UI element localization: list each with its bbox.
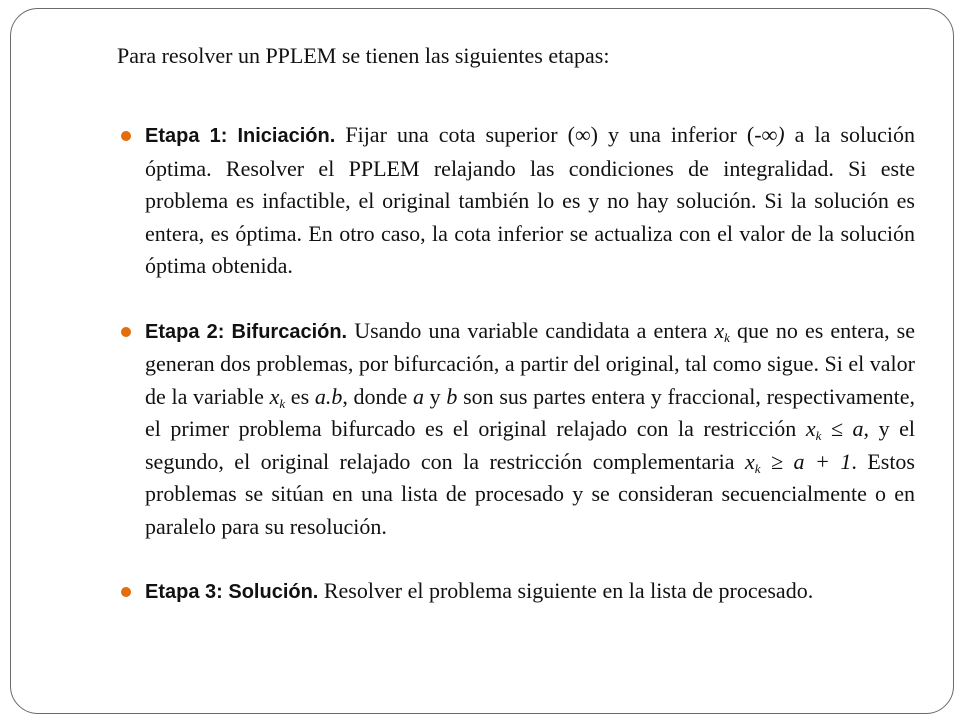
stage-text: Resolver el problema siguiente en la lista de procesado. xyxy=(318,578,814,603)
stage-text: es xyxy=(285,383,315,409)
stage-text: y xyxy=(423,383,447,409)
stage-text: son sus partes entera y fraccional, respectivamente, el primer problema bifurcado es el original relajado con la restricción xyxy=(145,383,916,441)
variable-b: b xyxy=(446,383,458,409)
stage-text: que no es entera, se generan dos problemas, por bifurcación, a partir del original, tal como sigue. Si el valor de la variable xyxy=(145,317,916,409)
stage-title: Etapa 2: Bifurcación. xyxy=(145,320,348,343)
value-ab: a.b xyxy=(314,383,343,409)
infinity-symbol: ∞ xyxy=(574,122,591,147)
stage-text: Fijar una cota superior ( xyxy=(335,122,575,147)
stage-list xyxy=(117,119,915,609)
variable-subscript: k xyxy=(279,395,286,411)
variable-x: x xyxy=(805,416,816,441)
stage-text: Usando una variable candidata a entera xyxy=(347,317,715,343)
stage-text: ) y una inferior (- xyxy=(590,122,762,147)
stage-title: Etapa 3: Solución. xyxy=(145,581,319,603)
stage-title: Etapa 1: Iniciación. xyxy=(145,125,336,147)
stage-text: , donde xyxy=(342,383,413,409)
bullet-dot-icon xyxy=(121,587,131,597)
stage-text: , y el segundo, el original relajado con la restricción complementaria xyxy=(145,416,916,474)
stage-text: . Estos problemas se sitúan en una lista de procesado y se consideran secuencialmente o en paralelo para su resolución. xyxy=(145,448,915,539)
variable-x: x xyxy=(714,317,725,343)
variable-a: a xyxy=(412,383,424,409)
bullet-dot-icon xyxy=(121,131,131,141)
intro-text: Para resolver un PPLEM se tienen las siguientes etapas: xyxy=(117,43,610,68)
variable-x: x xyxy=(269,383,280,409)
slide-frame xyxy=(10,8,954,714)
variable-subscript: k xyxy=(815,428,822,443)
stage-1 xyxy=(117,119,915,283)
constraint-ge: ≥ a + 1 xyxy=(760,448,852,474)
slide-content xyxy=(117,41,915,609)
variable-x: x xyxy=(744,448,755,474)
neg-infinity-symbol: ∞) xyxy=(761,122,785,147)
stage-3 xyxy=(117,575,915,609)
stage-text: a la solución óptima. Resolver el PPLEM relajando las condiciones de integralidad. Si este problema es infactible, el original también lo es y no hay solución. Si la solución es entera, es óptima. En otro caso, la cota inferior se actualiza con el valor de la solución óptima obtenida. xyxy=(145,122,915,278)
bullet-dot-icon xyxy=(121,327,131,337)
stage-2 xyxy=(117,315,915,544)
variable-subscript: k xyxy=(724,329,730,345)
constraint-le: ≤ a xyxy=(821,416,864,441)
variable-subscript: k xyxy=(754,460,761,476)
